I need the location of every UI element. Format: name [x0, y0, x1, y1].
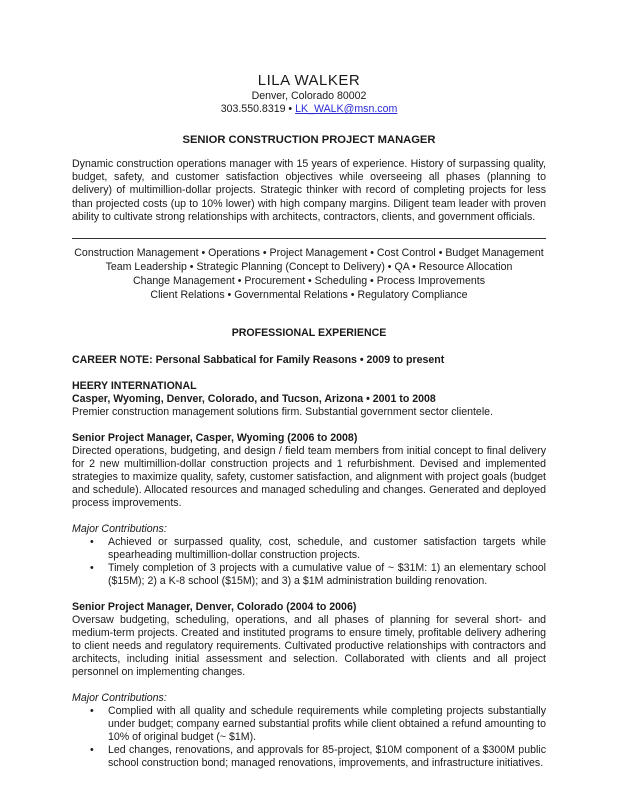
- candidate-name: LILA WALKER: [257, 72, 361, 89]
- contributions-label: Major Contributions:: [72, 523, 167, 536]
- bullet-icon: •: [90, 744, 94, 757]
- bullet-icon: •: [90, 705, 94, 718]
- contributions-label: Major Contributions:: [72, 692, 167, 705]
- company-name: HEERY INTERNATIONAL: [72, 380, 197, 393]
- role-entry: [72, 601, 546, 770]
- candidate-email-link[interactable]: LK_WALK@msn.com: [295, 103, 398, 115]
- bullet-icon: •: [90, 536, 94, 549]
- skills-line: Change Management • Procurement • Scheduling • Process Improvements: [132, 275, 486, 288]
- contribution-text: Complied with all quality and schedule requirements while completing projects substantially under budget; company earned substantial profits while client obtained a refund amounting to 10% of original budget (~ $1M).: [108, 705, 546, 744]
- skills-line: Client Relations • Governmental Relations • Regulatory Compliance: [150, 289, 468, 302]
- skills-line: Team Leadership • Strategic Planning (Concept to Delivery) • QA • Resource Allocation: [105, 261, 513, 274]
- professional-summary: Dynamic construction operations manager with 15 years of experience. History of surpassing quality, budget, safety, and customer satisfaction objectives while overseeing all phases (planning to delivery) of multimillion-dollar projects. Strategic thinker with record of completing projects for less than projected costs (up to 10% lower) with high company margins. Diligent team leader with proven ability to cultivate strong relationships with architects, contractors, clients, and government officials.: [72, 158, 546, 223]
- contributions-list: [72, 705, 546, 770]
- role-description: Directed operations, budgeting, and design / field team members from initial concept to final delivery for 2 new multimillion-dollar construction projects and 1 refurbishment. Devised and implemented strategies to maximize quality, safety, customer satisfaction, and alignment with project goals (budget and schedule). Allocated resources and managed scheduling and changes. Generated and deployed process improvements.: [72, 445, 546, 510]
- resume-header: [72, 0, 546, 116]
- role-description: Oversaw budgeting, scheduling, operations, and all phases of planning for several short- and medium-term projects. Created and instituted programs to ensure timely, profitable delivery adhering to client needs and regulatory requirements. Cultivated productive relationships with contractors and architects, including initial assessment and selection. Collaborated with clients and all project personnel on implementing changes.: [72, 614, 546, 679]
- candidate-location: Denver, Colorado 80002: [251, 90, 367, 102]
- contribution-text: Timely completion of 3 projects with a cumulative value of ~ $31M: 1) an elementary school ($15M); 2) a K-8 school ($15M); and 3) a $1M administration building renovation.: [108, 562, 546, 588]
- skills-block: [72, 238, 546, 302]
- company-description: Premier construction management solutions firm. Substantial government sector clientele.: [72, 406, 494, 419]
- contribution-item: [90, 536, 546, 562]
- candidate-phone: 303.550.8319 •: [220, 103, 293, 115]
- contribution-item: [90, 705, 546, 744]
- contribution-text: Led changes, renovations, and approvals for 85-project, $10M component of a $300M public school construction bond; managed renovations, improvements, and infrastructure initiatives.: [108, 744, 546, 770]
- role-entry: [72, 432, 546, 588]
- contribution-item: [90, 744, 546, 770]
- experience-heading: PROFESSIONAL EXPERIENCE: [231, 327, 387, 340]
- contribution-text: Achieved or surpassed quality, cost, schedule, and customer satisfaction targets while spearheading multimillion-dollar construction projects.: [108, 536, 546, 562]
- contact-line: [72, 103, 546, 116]
- resume-title: SENIOR CONSTRUCTION PROJECT MANAGER: [182, 134, 436, 146]
- bullet-icon: •: [90, 562, 94, 575]
- contribution-item: [90, 562, 546, 588]
- role-title: Senior Project Manager, Casper, Wyoming (2006 to 2008): [72, 432, 358, 445]
- company-locations: Casper, Wyoming, Denver, Colorado, and Tucson, Arizona • 2001 to 2008: [72, 393, 436, 406]
- contributions-list: [72, 536, 546, 588]
- career-note: CAREER NOTE: Personal Sabbatical for Family Reasons • 2009 to present: [72, 354, 445, 367]
- skills-line: Construction Management • Operations • Project Management • Cost Control • Budget Management: [74, 247, 544, 260]
- role-title: Senior Project Manager, Denver, Colorado (2004 to 2006): [72, 601, 357, 614]
